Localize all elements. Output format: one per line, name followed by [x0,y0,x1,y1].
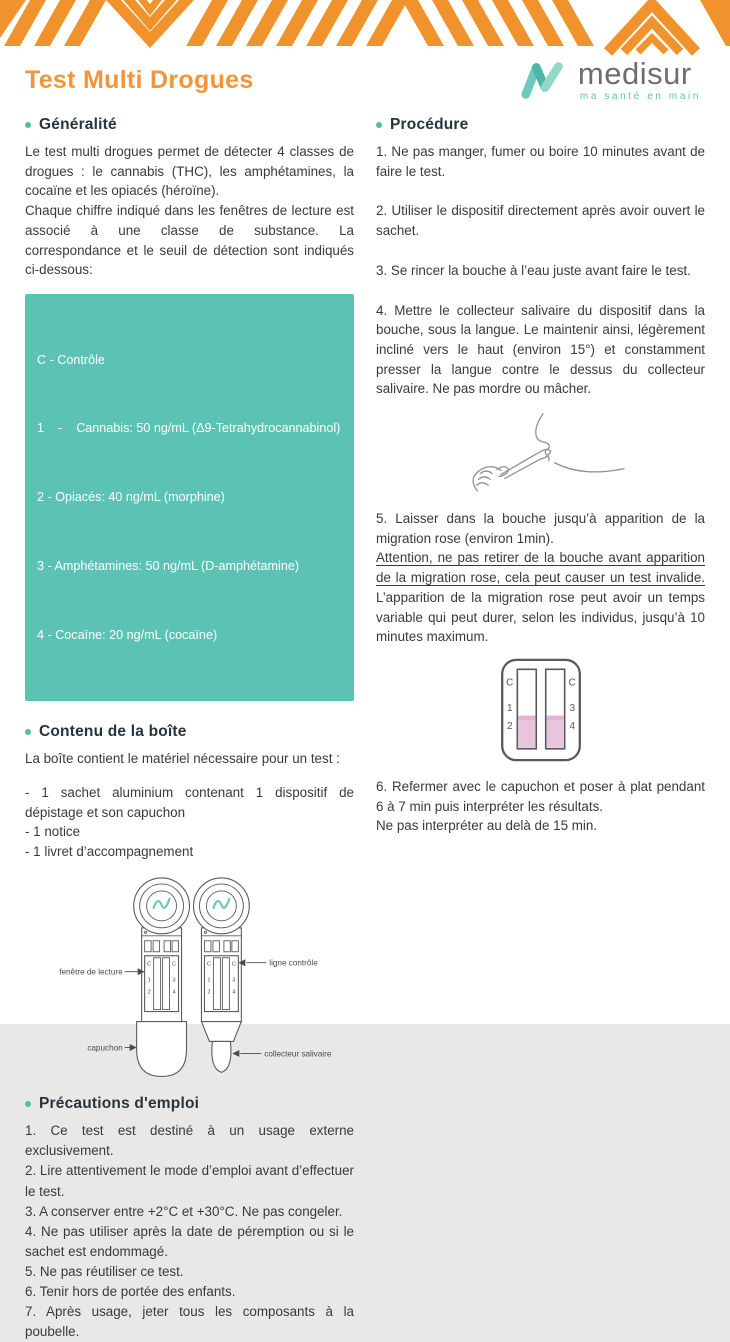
window-label: 4 [172,989,176,996]
step5-warning: Attention, ne pas retirer de la bouche avant apparition de la migration rose, cela peut causer un test invalide. [376,550,705,586]
precaution-item: 6. Tenir hors de portée des enfants. [25,1284,236,1300]
list-item: - 1 notice [25,824,81,840]
detection-line: 1 - Cannabis: 50 ng/mL (Δ9-Tetrahydrocannabinol) [37,421,341,436]
result-label: 4 [568,720,575,732]
bullet-icon [376,122,382,128]
contenu-intro: La boîte contient le matériel nécessaire pour un test : [25,751,340,767]
procedure-step-4: 4. Mettre le collecteur salivaire du dispositif dans la bouche, sous la langue. Le maintenir ainsi, légèrement incliné vers le haut (environ 15°) et constamment presser la langue contre le dessus du collecteur salivaire. Ne pas mordre ou mâcher. [376,302,705,397]
label-ligne-controle: ligne contrôle [269,958,318,968]
device-diagram-drawing [25,872,354,1081]
bullet-icon [25,1101,31,1107]
section-heading-procedure [376,116,705,134]
procedure-step-5 [376,509,705,647]
section-heading-precautions [25,1095,354,1113]
precaution-item: 3. A conserver entre +2°C et +30°C. Ne pas congeler. [25,1203,343,1219]
window-label: C [231,961,236,968]
result-label: 1 [506,702,513,714]
precautions-list [25,1121,354,1342]
result-label: C [568,677,576,689]
step6-note: Ne pas interpréter au delà de 15 min. [376,818,598,834]
header [0,46,730,102]
window-label: C [172,961,177,968]
window-label: C [206,961,211,968]
detection-line: 2 - Opiacés: 40 ng/mL (morphine) [37,490,225,505]
bullet-icon [25,729,31,735]
label-capuchon: capuchon [87,1043,123,1053]
precaution-item: 5. Ne pas réutiliser ce test. [25,1263,184,1279]
mouth-illustration-drawing [446,409,636,495]
procedure-step-1: 1. Ne pas manger, fumer ou boire 10 minutes avant de faire le test. [376,144,705,179]
detection-line: 3 - Amphétamines: 50 ng/mL (D-amphétamine) [37,558,300,573]
result-window-drawing [488,657,594,763]
window-label: 1 [147,977,151,984]
procedure-step-6 [376,777,705,836]
detection-line: 4 - Cocaïne: 20 ng/mL (cocaïne) [37,627,218,642]
step5-text: 5. Laisser dans la bouche jusqu’à apparition de la migration rose (environ 1min). [376,511,705,546]
precaution-item: 7. Après usage, jeter tous les composants à la poubelle. [25,1304,354,1340]
window-label: 2 [147,989,151,996]
label-collecteur-salivaire: collecteur salivaire [264,1049,332,1059]
diagram-callouts [59,959,332,1059]
section-heading-generalite [25,116,354,134]
list-item: - 1 sachet aluminium contenant 1 dispositif de dépistage et son capuchon [25,785,354,820]
result-window-illustration [376,657,705,763]
label-fenetre-de-lecture: fenêtre de lecture [59,967,123,977]
detection-line: C - Contrôle [37,352,105,367]
medisur-logo [520,58,705,102]
precaution-item: 4. Ne pas utiliser après la date de péremption ou si le sachet est endommagé. [25,1223,354,1259]
window-label: 3 [232,977,236,984]
list-item: - 1 livret d’accompagnement [25,844,194,860]
logo-wordmark: medisur [577,56,692,91]
window-label: 1 [207,977,211,984]
result-label: C [505,677,513,689]
logo-tagline: ma santé en main [579,91,701,102]
section-title: Précautions d'emploi [39,1095,200,1113]
bullet-icon [25,122,31,128]
precaution-item: 1. Ce test est destiné à un usage externe exclusivement. [25,1123,354,1159]
window-label: C [147,961,152,968]
logo-text [578,58,701,102]
decorative-chevron-banner [0,0,730,46]
content-columns [0,102,730,1342]
generalite-paragraph-1: Le test multi drogues permet de détecter 4 classes de drogues : le cannabis (THC), les amphétamines, la cocaïne et les opiacés (héroïne). [25,144,354,199]
left-column [25,116,354,1342]
pink-migration-right [546,716,563,748]
step6-text: 6. Refermer avec le capuchon et poser à plat pendant 6 à 7 min puis interpréter les résultats. [376,778,705,814]
section-title: Généralité [39,116,117,133]
step5-note: L’apparition de la migration rose peut avoir un temps variable qui peut durer, selon les individus, jusqu’à 10 minutes maximum. [376,589,705,645]
device-diagram [25,872,354,1081]
window-label: 4 [232,989,236,996]
contenu-list [25,783,354,862]
result-label: 3 [568,702,575,714]
wave-icon [520,58,570,102]
window-label: 2 [207,989,211,996]
pink-migration-left [518,716,535,748]
procedure-step-2: 2. Utiliser le dispositif directement après avoir ouvert le sachet. [376,203,705,239]
page-title: Test Multi Drogues [25,66,254,94]
section-title: Contenu de la boîte [39,723,187,741]
procedure-step-3: 3. Se rincer la bouche à l’eau juste avant faire le test. [376,262,691,278]
generalite-paragraph-2: Chaque chiffre indiqué dans les fenêtres de lecture est associé à une classe de substance. La correspondance et le seuil de détection sont indiqués ci-dessous: [25,203,354,278]
device-with-cap [134,878,190,1076]
mouth-illustration [376,409,705,495]
section-heading-contenu [25,723,354,741]
section-title: Procédure [390,116,469,133]
right-column [376,116,705,1342]
device-with-collector [193,878,249,1072]
detection-thresholds-box [25,294,354,701]
window-label: 3 [172,977,176,984]
precaution-item: 2. Lire attentivement le mode d’emploi avant d’effectuer le test. [25,1163,354,1199]
result-label: 2 [506,720,513,732]
